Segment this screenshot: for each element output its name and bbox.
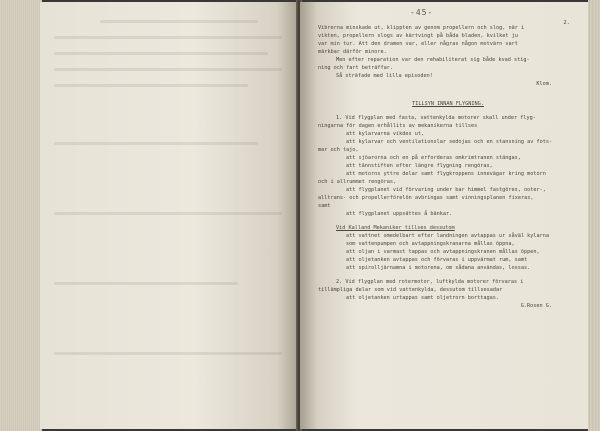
page-mark: 2. bbox=[563, 20, 570, 26]
faded-bleed-line bbox=[54, 352, 282, 355]
faded-bleed-line bbox=[54, 36, 282, 39]
text-line: Vibrerna minskade ut, klippten av genom propellern och slog, när i bbox=[318, 25, 525, 31]
text-line: och i allrummet rengöras, bbox=[318, 179, 397, 185]
text-line: Så sträfade med lilla episoden! bbox=[336, 73, 433, 79]
text-line: att oljan i varmast tappas och avtappningskranen mållas öppen, bbox=[346, 249, 540, 255]
text-line: tillämpliga delar som vid vattenkylda, dessutom tillsesadar bbox=[318, 287, 503, 293]
section-title: TILLSYN INNAN FLYGNING. bbox=[412, 101, 484, 107]
text-line: att kylarvar och ventilationslar sedojas och en stansning av fots- bbox=[346, 139, 553, 145]
faded-bleed-line bbox=[54, 282, 238, 285]
text-line: mar och tajo, bbox=[318, 147, 359, 153]
text-line: att kylarvarna vikdes ut, bbox=[346, 131, 425, 137]
text-line: att motorns yttre delar samt flygkroppens innevägar kring motorn bbox=[346, 171, 546, 177]
text-line: som vattenpumpen och avtappningskranarna mållas öppna, bbox=[346, 241, 515, 247]
text-line: märkbar därför minore. bbox=[318, 49, 387, 55]
text-line: 2. Vid flygplan med rotermotor, luftkylda motorer förvaras i bbox=[336, 279, 524, 285]
page-edges-left bbox=[0, 0, 42, 431]
text-line: var min tur. Att den dramen var, eller någras någon motvärn vart bbox=[318, 41, 518, 47]
signature-1: Klom. bbox=[536, 81, 552, 87]
text-line: att flygplanet uppsättes å bänkar. bbox=[346, 211, 453, 217]
items-b-title: Vid Kalland Mekaniker tillses dessutom bbox=[336, 225, 455, 231]
text-line: att spirolljärnamna i motorena, om sådana användas, lossas. bbox=[346, 265, 531, 271]
faded-bleed-line bbox=[54, 212, 282, 215]
items-c bbox=[318, 278, 578, 302]
text-line: att sjöarorna och en på erforderas omkrimtranen stängas, bbox=[346, 155, 521, 161]
signature-2: G.Rosen G. bbox=[520, 303, 552, 309]
text-line: ningarna för dagen erhållits av mekanikerna tillses bbox=[318, 123, 478, 129]
text-line: 1. Vid flygplan med fasta, vattenkylda motorer skall under flyg- bbox=[336, 115, 536, 121]
items-b bbox=[318, 232, 578, 272]
faded-bleed-line bbox=[54, 68, 282, 71]
paragraph-1 bbox=[318, 24, 578, 80]
page-number: -45- bbox=[410, 8, 434, 17]
text-line: att tännstiften efter längre flygning rengöras, bbox=[346, 163, 493, 169]
faded-bleed-line bbox=[54, 142, 258, 145]
text-line: vikten, propellern slogs av kärtvingt på båda bladen, kvilket ju bbox=[318, 33, 518, 39]
faded-bleed-line bbox=[100, 20, 258, 23]
typed-text-block bbox=[318, 24, 578, 310]
faded-bleed-line bbox=[54, 84, 248, 87]
text-line: att oljetanken urtappas samt oljetrorn borttagas. bbox=[346, 295, 500, 301]
faded-bleed-line bbox=[54, 52, 268, 55]
items-a bbox=[318, 114, 578, 218]
page-edges-right bbox=[588, 0, 600, 431]
text-line: att oljetanken avtappas och förvaras i uppvärmat rum, samt bbox=[346, 257, 528, 263]
left-page bbox=[40, 2, 298, 429]
text-line: att vattnet omedelbart efter landningen avtappas ur såväl kylarna bbox=[346, 233, 550, 239]
text-line: Men efter reparation var den rehabiliterat sig både kvad stig- bbox=[336, 57, 530, 63]
text-line: samt bbox=[318, 203, 331, 209]
text-line: att flygplanet vid förvaring under bar himmel fastgöres, ooter-, bbox=[346, 187, 546, 193]
right-page bbox=[300, 2, 588, 429]
text-line: ning och fart beträffar. bbox=[318, 65, 393, 71]
text-line: alltrans- och propellerförelön avbringas samt vinningsplanen fixeras, bbox=[318, 195, 534, 201]
